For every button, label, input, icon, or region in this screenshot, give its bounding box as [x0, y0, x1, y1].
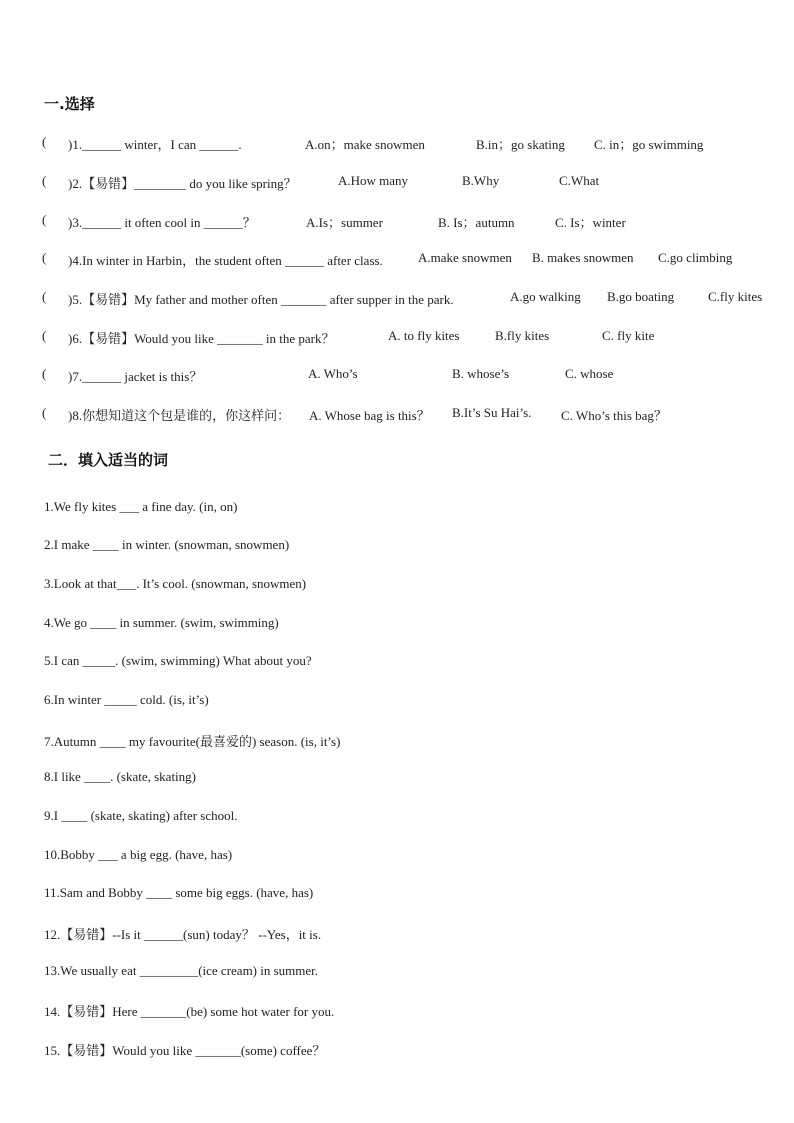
fill-item-7: 7.Autumn ____ my favourite(最喜爱的) season. (is, it’s): [44, 734, 341, 749]
mcq-question-6: [42, 328, 782, 348]
answer-paren: (: [42, 405, 47, 420]
answer-paren: (: [42, 366, 47, 381]
section-1-title: 一.选择: [44, 95, 95, 113]
option-b: B.fly kites: [495, 328, 550, 343]
option-c: C. Who’s this bag？: [561, 408, 667, 423]
answer-paren: (: [42, 328, 47, 343]
question-stem: )6.【易错】Would you like _______ in the park？: [68, 331, 335, 346]
mcq-question-3: [42, 212, 782, 232]
option-b: B. Is；autumn: [438, 215, 515, 230]
mcq-question-4: [42, 250, 782, 270]
option-b: B. makes snowmen: [532, 250, 634, 265]
option-b: B.in；go skating: [476, 137, 565, 152]
option-b: B.go boating: [607, 289, 675, 304]
question-stem: )5.【易错】My father and mother often _______ after supper in the park.: [68, 292, 454, 307]
fill-item-1: 1.We fly kites ___ a fine day. (in, on): [44, 499, 238, 514]
answer-paren: (: [42, 289, 47, 304]
fill-item-13: 13.We usually eat _________(ice cream) in summer.: [44, 963, 319, 978]
fill-item-3: 3.Look at that___. It’s cool. (snowman, snowmen): [44, 576, 307, 591]
answer-paren: (: [42, 173, 47, 188]
question-stem: )8.你想知道这个包是谁的，你这样问：: [68, 408, 291, 423]
section-2-title: 二．填入适当的词: [48, 451, 169, 469]
option-a: A. Who’s: [308, 366, 358, 381]
mcq-question-5: [42, 289, 782, 309]
option-c: C. in；go swimming: [594, 137, 704, 152]
option-c: C.What: [559, 173, 600, 188]
question-stem: )1.______ winter，I can ______.: [68, 137, 242, 152]
mcq-question-1: [42, 134, 782, 154]
fill-item-11: 11.Sam and Bobby ____ some big eggs. (have, has): [44, 885, 314, 900]
fill-item-14: 14.【易错】Here _______(be) some hot water for you.: [44, 1004, 335, 1019]
answer-paren: (: [42, 212, 47, 227]
option-a: A.How many: [338, 173, 409, 188]
answer-paren: (: [42, 250, 47, 265]
option-c: C. Is；winter: [555, 215, 626, 230]
option-c: C. fly kite: [602, 328, 655, 343]
question-stem: )4.In winter in Harbin，the student often ______ after class.: [68, 253, 383, 268]
option-c: C.fly kites: [708, 289, 763, 304]
fill-item-4: 4.We go ____ in summer. (swim, swimming): [44, 615, 279, 630]
fill-item-9: 9.I ____ (skate, skating) after school.: [44, 808, 238, 823]
fill-item-5: 5.I can _____. (swim, swimming) What about you?: [44, 653, 312, 668]
fill-item-15: 15.【易错】Would you like _______(some) coffee？: [44, 1043, 326, 1058]
option-c: C.go climbing: [658, 250, 733, 265]
answer-paren: (: [42, 134, 47, 149]
option-a: A. Whose bag is this？: [309, 408, 430, 423]
fill-item-6: 6.In winter _____ cold. (is, it’s): [44, 692, 209, 707]
mcq-question-2: [42, 173, 782, 193]
option-a: A.go walking: [510, 289, 581, 304]
option-a: A.on；make snowmen: [305, 137, 425, 152]
question-stem: )7.______ jacket is this？: [68, 369, 203, 384]
fill-item-12: 12.【易错】--Is it ______(sun) today？ --Yes，it is.: [44, 927, 322, 942]
fill-item-10: 10.Bobby ___ a big egg. (have, has): [44, 847, 233, 862]
option-b: B.Why: [462, 173, 500, 188]
fill-item-8: 8.I like ____. (skate, skating): [44, 769, 196, 784]
option-b: B. whose’s: [452, 366, 510, 381]
question-stem: )3.______ it often cool in ______？: [68, 215, 256, 230]
option-a: A. to fly kites: [388, 328, 460, 343]
option-b: B.It’s Su Hai’s.: [452, 405, 532, 420]
option-a: A.make snowmen: [418, 250, 512, 265]
question-stem: )2.【易错】________ do you like spring？: [68, 176, 297, 191]
option-a: A.Is；summer: [306, 215, 383, 230]
option-c: C. whose: [565, 366, 614, 381]
mcq-question-8: [42, 405, 782, 425]
mcq-question-7: [42, 366, 782, 386]
fill-item-2: 2.I make ____ in winter. (snowman, snowmen): [44, 537, 290, 552]
